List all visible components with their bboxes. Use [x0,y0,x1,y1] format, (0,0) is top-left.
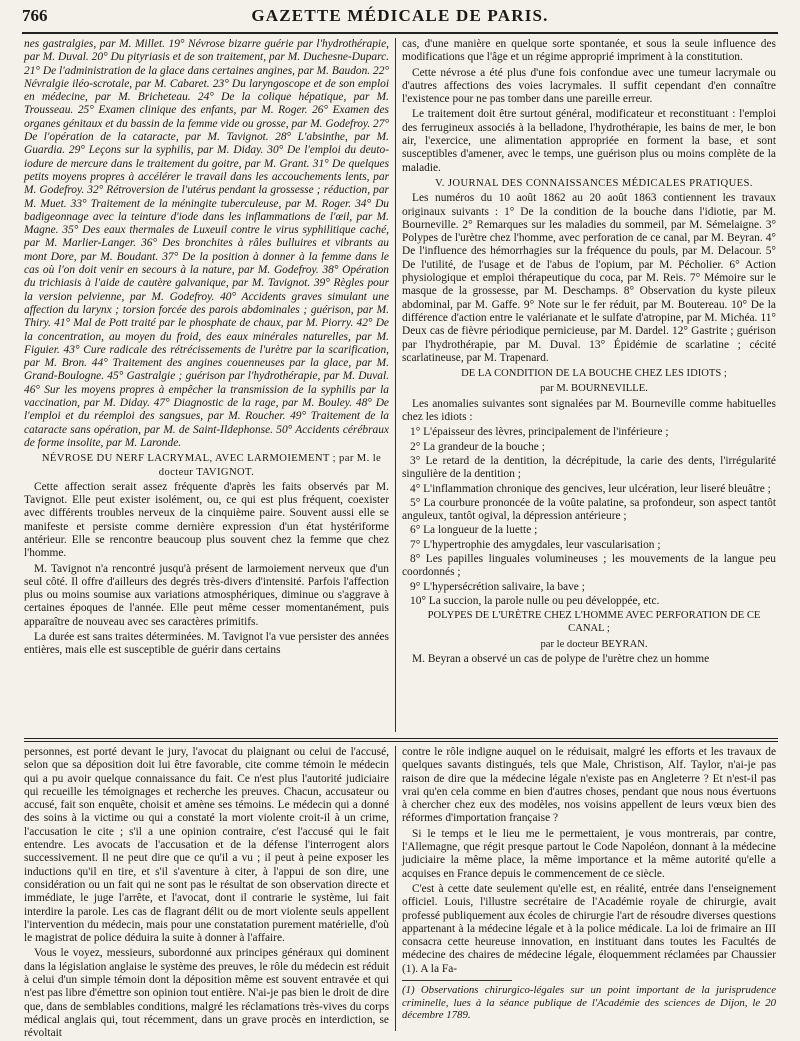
footnote: (1) Observations chirurgico-légales sur un point important de la jurisprudence criminelle, lues à la séance publique de l'Académie des sciences de Dijon, le 20 décembre 1789. [402,984,776,1022]
journal-title: GAZETTE MÉDICALE DE PARIS. [251,6,549,25]
bottom-left-column [24,746,389,1040]
paragraph: cas, d'une manière en quelque sorte spontanée, et sous la seule influence des modifications que l'âge et un régime approprié impriment à la constitution. [402,38,776,64]
list-item: 1° L'épaisseur des lèvres, principalement de l'inférieure ; [410,426,669,439]
list-item: 4° L'inflammation chronique des gencives, leur ulcération, leur liseré bleuâtre ; [410,482,771,495]
paragraph: La durée est sans traites déterminées. M. Tavignot l'a vue persister des années entières, mais elle est susceptible de guérir dans certains [24,631,389,657]
section-title-lacrymal: NÉVROSE DU NERF LACRYMAL, AVEC LARMOIEMENT ; par M. le docteur TAVIGNOT. [41,453,382,478]
subsection-author-bourneville: par M. BOURNEVILLE. [540,383,648,395]
paragraph: Le traitement doit être surtout général, modificateur et reconstituant : l'emploi des ferrugineux associés à la belladone, l'hydrothérapie, les bains de mer, le bon air, l'exercice, une alimentation appropriée en forment la base, et sont susceptibles d'amener, avec le temps, une guérison plus ou moins complète de la maladie. [402,108,776,174]
paragraph: M. Tavignot n'a rencontré jusqu'à présent de larmoiement nerveux que d'un seul côté. Il offre d'ailleurs des degrés très-divers d'intensité. Parfois l'affection plus ou moins soumise aux variations atmosphériques, diminue ou s'aggrave à certaines époques de l'année. Elle peut même cesser momentanément, puis apparaître de nouveau avec ses caractères primitifs. [24,562,389,628]
list-item: 5° La courbure prononcée de la voûte palatine, sa profondeur, son aspect tantôt anguleux, tantôt ogival, la dépression antérieure ; [402,496,776,523]
paragraph: Vous le voyez, messieurs, subordonné aux principes généraux qui dominent dans la législation anglaise le système des preuves, le rôle du médecin est réduit à celui d'un simple témoin dont la déposition même est souvent entravée et qui n'est pas libre d'émettre son opinion tout entière. N'ai-je pas bien le droit de dire que, dans de semblables conditions, malgré les réclamations très-vives du corps médical anglais qui, tout récemment, dans un grave procès en interdiction, se révoltait [24,947,389,1040]
paragraph: Cette affection serait assez fréquente d'après les faits observés par M. Tavignot. Elle peut exister isolément, ou, ce qui est plus fréquent, coexister avec différents troubles nerveux de la cinquième paire. Souvent aussi elle se manifeste et persiste comme dernière expression d'un état hystériforme antérieur. Elle se rencontre beaucoup plus souvent chez la femme que chez l'homme. [24,480,389,560]
page-number: 766 [22,6,48,25]
anomaly-list [402,426,776,608]
column-divider-bottom [395,746,396,1031]
paragraph: M. Beyran a observé un cas de polype de l'urètre chez un homme [412,653,710,666]
subsection-title-polypes: POLYPES DE L'URÈTRE CHEZ L'HOMME AVEC PERFORATION DE CE CANAL ; [427,610,761,635]
list-item: 9° L'hypersécrétion salivaire, la bave ; [410,580,585,593]
paragraph: contre le rôle indigne auquel on le réduisait, malgré les efforts et les travaux de quelques savants distingués, tels que Male, Christison, Alf. Taylor, n'ai-je pas raison de dire que la médecine légale n'existe pas en Angleterre ? Et n'est-il pas vrai qu'en cela comme en bien d'autres choses, pendant que nous nous évertuons à chercher chez eux des modèles, nos voisins appellent de leurs vœux bien des réformes d'importation française ? [402,746,776,825]
subsection-author-beyran: par le docteur BEYRAN. [540,638,648,650]
page-header [22,6,778,34]
paragraph: C'est à cette date seulement qu'elle est, en réalité, entrée dans l'enseignement officiel. Louis, l'illustre secrétaire de l'Académie royale de chirurgie, avait professé publiquement aux écoles de chirurgie l'art de résoudre diverses questions appartenant à la médecine légale et à la police médicale. La loi de frimaire an III consacra cette heureuse innovation, en instituant dans toutes les Facultés de médecine des chaires de médecine légale, éloquemment réclamées par Chaussier (1). A la Fa- [402,882,776,975]
list-item: 7° L'hypertrophie des amygdales, leur vascularisation ; [410,538,661,551]
top-right-column [402,38,776,732]
paragraph: Les anomalies suivantes sont signalées par M. Bourneville comme habituelles chez les idiots : [402,397,776,424]
list-item: 6° La longueur de la luette ; [410,524,538,537]
article-list-continued: nes gastralgies, par M. Millet. 19° Névrose bizarre guérie par l'hydrothérapie, par M. Duval. 20° Du pityriasis et de son traitement, par M. Duchesne-Duparc. 21° De l'administration de la glace dans certaines angines, par M. Baudon. 22° Névralgie iléo-scrotale, par M. Cabaret. 23° Du laryngoscope et de son emploi en médecine, par M. Bricheteau. 24° De la colique hépatique, par M. Trousseau. 25° Examen clinique des enfants, par M. Roger. 26° Examen des organes génitaux et du bassin de la femme vide ou grosse, par M. Godefroy. 27° De l'opération de la cataracte, par M. Tavignot. 28° L'absinthe, par M. Guardia. 29° Leçons sur la syphilis, par M. Diday. 30° De l'emploi du deuto-iodure de mercure dans le traitement du goitre, par M. Grant. 31° De quelques petits moyens propres à accélérer le travail dans les accouchements lents, par M. Godefroy. 32° Rétroversion de l'utérus pendant la grossesse ; réduction, par M. Muet. 33° Traitement de la méningite tuberculeuse, par M. Roger. 34° Du badigeonnage avec la teinture d'iode dans les inflammations de l'œil, par M. Magne. 35° Des eaux thermales de Luxeuil contre le virus syphilitique caché, par M. Marlier-Langer. 36° Des bronchites à râles bulluires et vibrants au mont Dore, par M. Boudant. 37° De la position à donner à la femme dans le cas où l'on doit venir en secours à la nature, par M. Godefroy. 38° Opération du trichiasis à l'aide de cautère galvanique, par M. Tavignot. 39° Règles pour la version pelvienne, par M. Godefroy. 40° Accidents graves simulant une affection du larynx ; torsion forcée des parois abdominales ; guérison, par M. Thiry. 41° Mal de Pott traité par le phosphate de chaux, par M. Piorry. 42° De la concentration, au moyen du froid, des eaux minérales naturelles, par M. Figuier. 43° Cure radicale des rétrécissements de l'urètre par la scarification, par M. Bron. 44° Traitement des angines couenneuses par la glace, par M. Grand-Boulogne. 45° Gastralgie ; guérison par l'hydrothérapie, par M. Duval. 46° Sur les moyens propres à empêcher la transmission de la syphilis par la vaccination, par M. Diday. 47° Diagnostic de la rage, par M. Bouley. 48° De l'emploi et du réemploi des sangsues, par M. Roucher. 49° Traitement de la cataracte sans opération, par M. de Saint-Ildephonse. 50° Accidents cérébraux de forme insolite, par M. Laronde. [24,38,389,449]
footnote-rule [402,980,512,981]
top-left-column [24,38,389,732]
paragraph: Si le temps et le lieu me le permettaient, je vous montrerais, par contre, l'Allemagne, que régit presque partout le Code Napoléon, donnant à la médecine judiciaire la même place, la même importance et la même autorité qu'elle a acquises en France depuis le commencement de ce siècle. [402,827,776,880]
subsection-title-idiots: DE LA CONDITION DE LA BOUCHE CHEZ LES IDIOTS ; [461,368,727,380]
feuilleton-divider [24,738,778,742]
column-divider-top [395,38,396,732]
article-list-journal: Les numéros du 10 août 1862 au 20 août 1863 contiennent les travaux originaux suivants : 1° De la condition de la bouche dans l'idiotie, par M. Bourneville. 2° Remarques sur les maladies du sommeil, par M. Sémelaigne. 3° Polypes de l'urètre chez l'homme, avec perforation de ce canal, par M. Beyran. 4° De l'influence des hémorrhagies sur la fréquence du pouls, par M. Delacour. 5° De l'utilité, de l'usage et de l'abus de l'opium, par M. Pécholier. 6° Action physiologique et emploi thérapeutique du coca, par M. Reis. 7° Mémoire sur le masque de la grossesse, par M. Deschamps. 8° Observation du kyste pileux abdominal, par M. Gaffe. 9° Note sur le fer réduit, par M. Boutereau. 10° De la différence d'action entre le valérianate et le sulfate d'atropine, par M. Michéa. 11° Deux cas de fièvre périodique pernicieuse, par M. Dardel. 12° Gastrite ; guérison par l'hydrothérapie, par M. Duval. 13° Épidémie de scarlatine ; cécité scarlatineuse, par M. Trapenard. [402,192,776,364]
bottom-right-column [402,746,776,1031]
list-item: 10° La succion, la parole nulle ou peu développée, etc. [410,594,660,607]
list-item: 2° La grandeur de la bouche ; [410,440,545,453]
list-item: 8° Les papilles linguales volumineuses ; les mouvements de la langue peu coordonnés ; [402,552,776,579]
paragraph: personnes, est porté devant le jury, l'avocat du plaignant ou celui de l'accusé, selon que sa déposition doit lui être favorable, cite comme témoin le médecin qui a pu avoir quelque connaissance du fait. Ce n'est plus l'autorité judiciaire qui recueille les témoignages et recherche les preuves. Chacun, accusateur ou accusé, fait son enquête, choisit et amène ses témoins. Le médecin qui a donné des soins à la victime ou qui a constaté la mort violente croit-il à un crime, l'accusation le cite ; s'il a une opinion contraire, c'est l'accusé qui le fait entendre. Les avocats de l'accusation et de la défense l'interrogent alors successivement. Il ne peut dire que ce qu'il a vu ; il peut à peine exposer les inductions qu'il en tire, et s'il s'aventure à citer, à l'appui de son dire, une considération ou un fait qui ne sont pas le résultat de son observation directe et immédiate, le juge l'arrête, et l'avocat, dont il contrarie le système, lui fait interdire la parole. Les cas de flagrant délit ou de mort violente seuls appellent l'intervention du médecin, mais pour une constatation purement matérielle, d'où le magistrat de police déduira la suite à donner à l'affaire. [24,746,389,945]
paragraph: Cette névrose a été plus d'une fois confondue avec une tumeur lacrymale ou d'autres affections des voies lacrymales. Il suffit cependant d'en connaître l'existence pour ne pas tomber dans une pareille erreur. [402,66,776,106]
section-title-journal: V. JOURNAL DES CONNAISSANCES MÉDICALES PRATIQUES. [435,177,753,189]
list-item: 3° Le retard de la dentition, la décrépitude, la carie des dents, l'irrégularité singulière de la dentition ; [402,454,776,481]
